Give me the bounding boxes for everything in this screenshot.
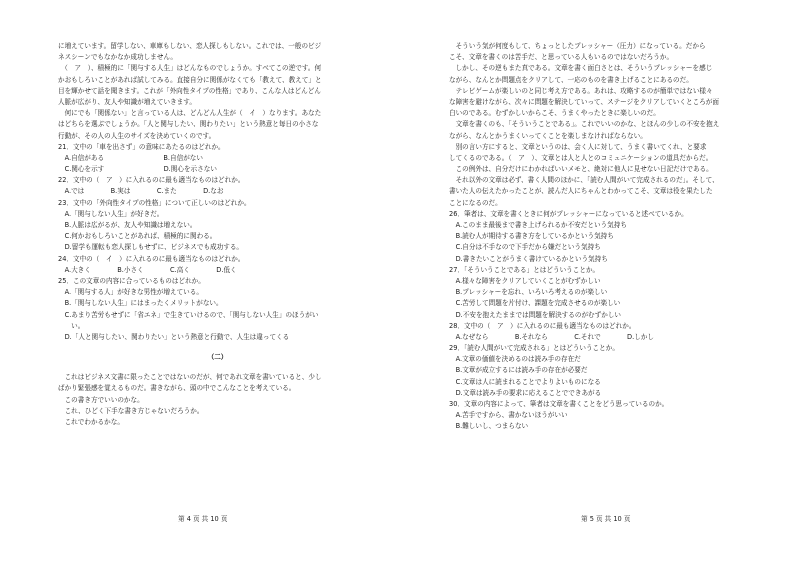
question-29: 29．「読む人間がいて完成される」とはどういうことか。 xyxy=(449,344,619,353)
text-line: 行動が、その人の人生のサイズを決めていくのです。 xyxy=(58,131,216,140)
option-line: A.このまま最後まで書き上げられるか不安だという気持ち xyxy=(449,221,627,229)
option-line: B.読む人が期待する書き方をしているかという気持ち xyxy=(449,232,614,241)
text-line: こそ、文章を書くのは苦手だ、と思っている人もいるのではないだろうか。 xyxy=(449,53,674,62)
text-line: この書き方でいいのかな。 xyxy=(58,395,144,404)
option-line: D.留学も運転も恋人探しもせずに、ビジネスでも成功する。 xyxy=(58,243,244,252)
text-line: これでわかるかな。 xyxy=(58,418,124,426)
option-line: B.人脈は広がるが、友人や知識は増えない。 xyxy=(58,221,197,229)
option-line: D.「人と関与したい、関わりたい」という熱意と行動で、人生は違ってくる xyxy=(58,332,290,341)
text-line: 別の言い方にすると、文章というのは、会く人に対して、うまく書いてくれ、と要求 xyxy=(449,142,707,151)
left-passage-2 xyxy=(58,372,377,428)
text-line: ながら、なんとか問題点をクリアして、一応のものを書き上げることにあるのだ。 xyxy=(449,75,693,84)
page-number-right: 第 5 页 共 10 页 xyxy=(581,515,631,523)
question-30: 30．文章の内容によって、筆者は文章を書くことをどう思っているのか。 xyxy=(449,400,669,408)
option-line: B.「関与しない人生」にはまったくメリットがない。 xyxy=(58,299,223,308)
section-heading: （二） xyxy=(207,353,228,362)
section-spacer xyxy=(58,343,377,352)
text-line: 文章を書くのも、「そういうことである」。これでいいのかな、とほんの少しの不安を抱え xyxy=(449,120,720,129)
text-line: に増えています。留学しない、車庫もしない、恋人探しもしない。これでは、一般のビジ xyxy=(58,42,322,50)
text-line: はどちらを選ぶでしょうか。「人と関与したい、関わりたい」という熱意と毎日の小さな xyxy=(58,120,319,129)
text-line: これ、ひどく下手な書き方じゃないだろうか。 xyxy=(58,406,204,415)
option-line: C.文章は人に読まれることでよりよいものになる xyxy=(449,377,601,386)
option-line: C.何かおもしろいことがあれば、積極的に関わる。 xyxy=(58,232,217,241)
option-line: D.不安を抱えたままでは問題を解決するのがむずかしい xyxy=(449,310,622,319)
option-line: A.苦手ですから、書かないほうがいい xyxy=(449,411,568,420)
right-questions xyxy=(449,209,774,433)
question-28: 28．文中の（ ア ）に入れるのに最も適当なものはどれか。 xyxy=(449,321,636,330)
text-line: ながら、なんとかうまくいってくことを楽しまなければならない。 xyxy=(449,131,647,140)
option-line: い。 xyxy=(58,321,85,330)
question-26: 26．筆者は、文章を書くときに何がプレッシャーになっていると述べているか。 xyxy=(449,209,688,218)
text-line: 白いのである。むずかしいからこそ、うまくやったときに楽しいのだ。 xyxy=(449,109,660,118)
option-line: C.自分は不手なので下手だから嫌だという気持ち xyxy=(449,243,601,252)
option-line: D.書きたいことがうまく書けているかという気持ち xyxy=(449,254,608,263)
question-27: 27．「そういうことである」とはどういうことか。 xyxy=(449,265,600,274)
right-page xyxy=(397,0,794,561)
text-line: テレビゲームが楽しいのと同じ考え方である。あれは、攻略するのが簡単ではない様々 xyxy=(449,86,713,95)
option-line: A.「関与しない人生」が好きだ。 xyxy=(58,209,164,218)
option-line: A.なぜなら B.それなら C.それで D.しかし xyxy=(449,332,655,341)
section-spacer xyxy=(58,363,377,372)
question-22: 22．文中の（ ア ）に入れるのに最も適当なものはどれか。 xyxy=(58,176,245,185)
option-line: C.あまり苦労もせずに「省エネ」で生きていけるので、「関与しない人生」のほうがい xyxy=(58,310,319,319)
option-line: A.「関与する人」が好きな男性が増えている。 xyxy=(58,288,203,297)
question-25: 25．この文章の内容に合っているものはどれか。 xyxy=(58,276,205,285)
page-number-left: 第 4 页 共 10 页 xyxy=(178,515,228,523)
text-line: これはビジネス文書に限ったことではないのだが、何であれ文章を書いていると、少し xyxy=(58,373,322,382)
question-23: 23．文中の「外向性タイプの性格」について正しいのはどれか。 xyxy=(58,198,251,207)
text-line: してくるのである。（ ア ）、文章とは人と人とのコミュニケーションの道具だからだ。 xyxy=(449,153,713,162)
option-line: A.様々な障害をクリアしていくことがむずかしい xyxy=(449,276,601,285)
text-line: な障害を避けながら、次々に問題を解決していって、ステージをクリアしていくところが面 xyxy=(449,97,719,106)
text-line: ことになるのだ。 xyxy=(449,198,502,207)
option-line: D.文章は読み手の要求に応えることでできあがる xyxy=(449,388,602,397)
text-line: 何にでも「関係ない」と言っている人は、どんどん人生が（ イ ）なります。あなた xyxy=(58,109,322,118)
text-line: 人脈が広がり、友人や知識が増えていきます。 xyxy=(58,97,196,106)
question-21: 21．文中の「車を出さず」の意味にあたるのはどれか。 xyxy=(58,142,225,151)
option-line: A.自信がある B.自信がない xyxy=(58,153,203,162)
text-line: 書いた人の伝えたかったことが、読んだ人にちゃんとわかってこそ、文章は役を果たした xyxy=(449,187,713,196)
option-line: B.難しいし、つまらない xyxy=(449,422,529,431)
option-line: C.苦労して問題を片付け、課題を完成させるのが楽しい xyxy=(449,299,621,308)
left-body xyxy=(58,41,377,343)
option-line: A.では B.実は C.また D.なお xyxy=(58,187,224,196)
right-passage xyxy=(449,41,774,209)
text-line: ばかり緊張感を覚えるものだ。書きながら、頭の中でこんなことを考えている。 xyxy=(58,384,296,393)
option-line: A.大きく B.小さく C.高く D.低く xyxy=(58,265,237,274)
text-line: かおもしろいことがあれば試してみる。直接自分に関係がなくても「教えて、教えて」と xyxy=(58,75,322,84)
text-line: この例外は、自分だけにわかればいいメモと、絶対に他人に見せない日記だけである。 xyxy=(449,165,713,174)
text-line: （ ア ）、積極的に「関与する人生」はどんなものでしょうか。すべてこの逆です。何 xyxy=(58,64,322,73)
option-line: B.プレッシャーを忘れ、いろいろ考えるのが楽しい xyxy=(449,288,608,297)
option-line: C.関心を示す D.関心を示さない xyxy=(58,165,217,174)
text-line: ネスシーンでもなかなか成功しません。 xyxy=(58,53,177,62)
question-24: 24．文中の（ イ ）に入れるのに最も適当なものはどれか。 xyxy=(58,254,245,263)
option-line: A.文章の価値を決めるのは読み手の存在だ xyxy=(449,355,581,364)
text-line: しかし、その逆もまた真である。文章を書く面白さとは、そういうプレッシャーを感じ xyxy=(449,64,713,73)
text-line: それ以外の文章は必ず、書く人間のほかに、「読む人間がいて完成されるのだ」。そして、 xyxy=(449,176,719,185)
text-line: そういう気が何度もして、ちょっとしたプレッシャー（圧力）になっている。だから xyxy=(449,42,706,50)
text-line: 目を輝かせて話を聞きます。これが「外向性タイプの性格」であり、こんな人はどんどん xyxy=(58,86,321,95)
option-line: B.文章が成立するには読み手の存在が必要だ xyxy=(449,366,588,375)
